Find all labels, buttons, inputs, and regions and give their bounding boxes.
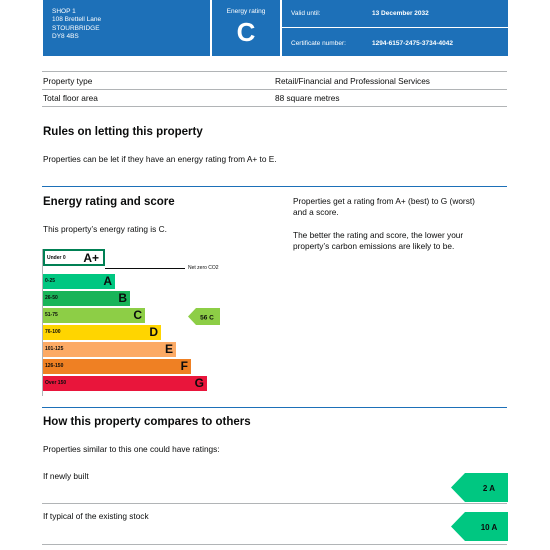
band-range: 26-50 [45, 295, 58, 301]
newly-built-arrow-shape [451, 473, 508, 502]
header-divider [282, 27, 508, 28]
current-score-arrow [188, 308, 220, 325]
band-e [43, 342, 176, 357]
band-range: Over 150 [45, 380, 67, 386]
band-letter: D [149, 325, 158, 339]
net-zero-line [105, 268, 185, 269]
valid-until-row [291, 10, 508, 17]
newly-built-value: 2 A [482, 484, 496, 493]
certificate-label: Certificate number: [291, 40, 346, 47]
energy-heading: Energy rating and score [43, 196, 175, 208]
divider [42, 544, 507, 545]
band-d [43, 325, 161, 340]
property-type-label: Property type [43, 76, 93, 86]
newly-built-arrow [451, 473, 508, 502]
band-letter: A [103, 274, 112, 288]
existing-stock-value: 10 A [480, 523, 498, 532]
energy-rating-letter: C [236, 17, 256, 47]
net-zero-label: Net zero CO2 [188, 265, 219, 271]
rules-heading: Rules on letting this property [43, 126, 203, 138]
rules-text: Properties can be let if they have an energy rating from A+ to E. [43, 154, 277, 164]
band-range: 126-150 [45, 363, 64, 369]
compare-intro: Properties similar to this one could have ratings: [43, 444, 220, 454]
divider [42, 503, 507, 504]
energy-info-2-line-2: property’s carbon emissions are likely to be. [293, 240, 455, 251]
address-line-4: DY8 4BS [52, 32, 79, 40]
existing-stock-label: If typical of the existing stock [43, 511, 149, 521]
band-letter: C [133, 308, 142, 322]
existing-stock-arrow-shape [451, 512, 508, 541]
divider [42, 89, 507, 90]
existing-stock-arrow [451, 512, 508, 541]
divider [42, 71, 507, 72]
certificate-panel [282, 0, 508, 56]
floor-area-value: 88 square metres [275, 93, 340, 103]
energy-info-1-line-1: Properties get a rating from A+ (best) to G (worst) [293, 196, 475, 206]
energy-rating-label: Energy rating [226, 8, 266, 15]
energy-info-1-line-2: and a score. [293, 206, 339, 217]
section-divider [42, 407, 507, 408]
valid-until-value: 13 December 2032 [372, 10, 429, 17]
band-range: 101-125 [45, 346, 64, 352]
energy-info-1 [293, 196, 475, 217]
compare-heading: How this property compares to others [43, 416, 251, 428]
address-panel [43, 0, 210, 56]
band-range: Under 0 [47, 255, 66, 261]
band-range: 76-100 [45, 329, 61, 335]
band-a [43, 274, 115, 289]
energy-statement: This property’s energy rating is C. [43, 224, 167, 234]
certificate-row [291, 40, 508, 47]
section-divider [42, 186, 507, 187]
newly-built-label: If newly built [43, 471, 89, 481]
band-letter: E [164, 342, 173, 356]
floor-area-label: Total floor area [43, 93, 98, 103]
certificate-number: 1294-6157-2475-3734-4042 [372, 40, 453, 47]
band-c [43, 308, 145, 323]
address-line-3: STOURBRIDGE [52, 24, 100, 32]
valid-until-label: Valid until: [291, 10, 321, 17]
address-line-2: 108 Brettell Lane [52, 16, 102, 24]
energy-info-2-line-1: The better the rating and score, the lower your [293, 230, 464, 240]
band-letter: B [118, 291, 127, 305]
band-range: 0-25 [45, 278, 56, 284]
band-f [43, 359, 191, 374]
band-letter: G [194, 376, 204, 390]
current-score-value: 56 C [200, 314, 214, 322]
divider [42, 106, 507, 107]
band-g [43, 376, 207, 391]
band-aplus [43, 249, 105, 266]
band-letter: A+ [83, 251, 99, 265]
energy-rating-panel [212, 0, 280, 56]
band-letter: F [180, 359, 188, 373]
band-range: 51-75 [45, 312, 58, 318]
address-line-1: SHOP 1 [52, 8, 76, 15]
property-type-value: Retail/Financial and Professional Services [275, 76, 430, 86]
energy-info-2 [293, 230, 463, 251]
band-b [43, 291, 130, 306]
